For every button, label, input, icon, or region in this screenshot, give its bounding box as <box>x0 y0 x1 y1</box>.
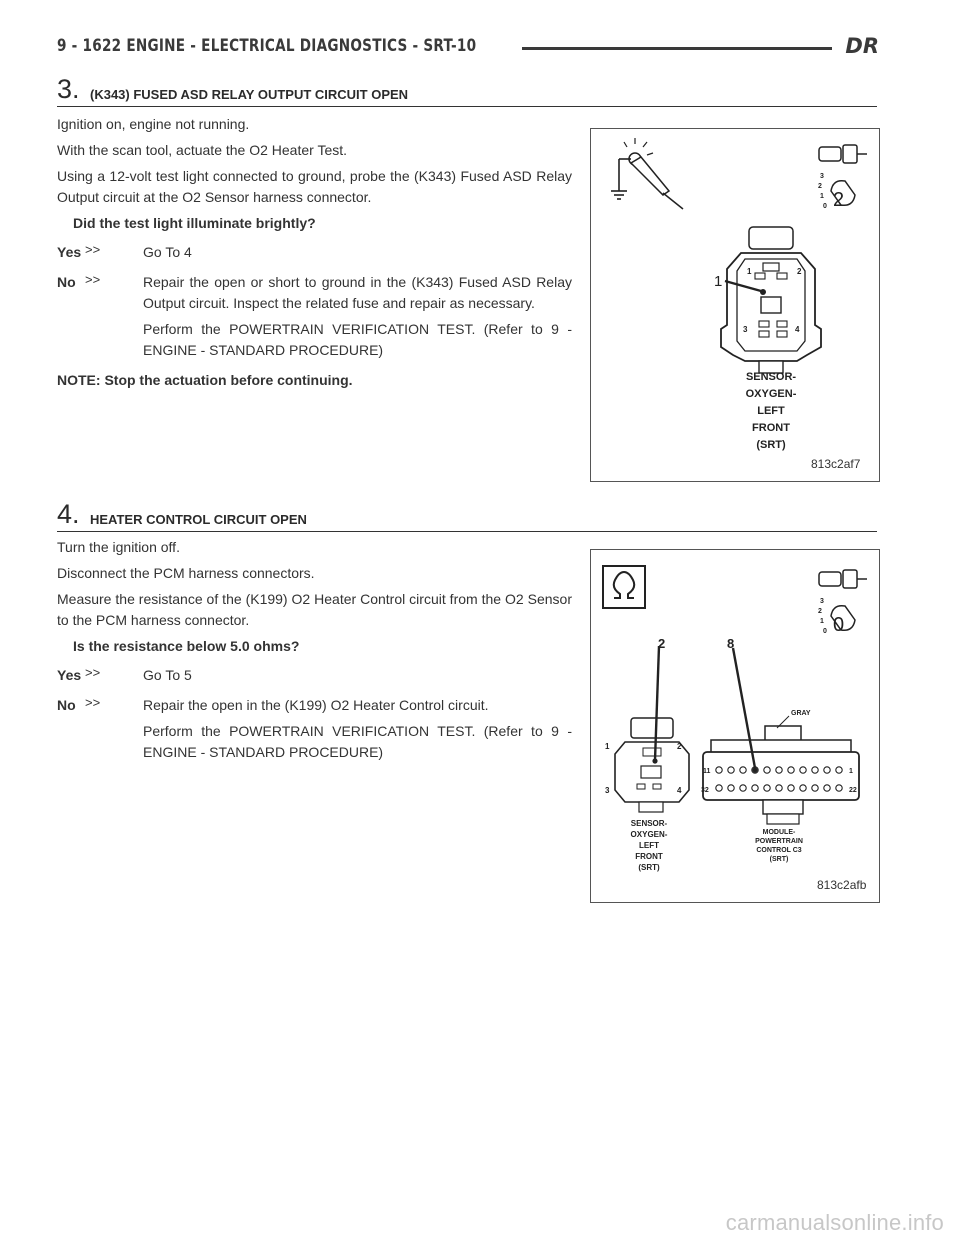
pcm-pin <box>800 785 806 791</box>
figure-code: 813c2af7 <box>811 457 861 471</box>
header-rule <box>522 47 832 50</box>
scale-label: 1 <box>820 193 824 200</box>
pin-label: 3 <box>743 325 748 334</box>
scale-label: 3 <box>820 173 824 180</box>
pcm-pin <box>740 767 746 773</box>
label-line: SENSOR- <box>745 371 797 383</box>
pcm-pin <box>788 785 794 791</box>
pcm-pin <box>800 767 806 773</box>
pcm-pin <box>836 767 842 773</box>
no-text: Perform the POWERTRAIN VERIFICATION TEST. (Refer to 9 - ENGINE - STANDARD PROCEDURE) <box>143 321 572 358</box>
pin-label: 1 <box>747 267 752 276</box>
instruction: With the scan tool, actuate the O2 Heater Test. <box>57 142 348 158</box>
question: Is the resistance below 5.0 ohms? <box>73 638 300 654</box>
page-title: 9 - 1622 ENGINE - ELECTRICAL DIAGNOSTICS - SRT-10 <box>57 36 477 56</box>
label-line: LEFT <box>639 841 659 850</box>
pin-label: 1 <box>605 742 610 751</box>
no-text: Repair the open or short to ground in the (K343) Fused ASD Relay Output circuit. Inspect the related fuse and repair as necessary. <box>143 274 572 311</box>
label-line: CONTROL C3 <box>756 847 802 854</box>
answer-yes <box>57 242 572 268</box>
scale-label: 2 <box>818 183 822 190</box>
pin-label: 2 <box>797 267 802 276</box>
pcm-pin <box>836 785 842 791</box>
pin-label: 1 <box>849 768 853 775</box>
yes-text: Go To 4 <box>143 244 192 260</box>
pcm-pin <box>740 785 746 791</box>
pcm-pin <box>812 767 818 773</box>
label-line: (SRT) <box>638 863 660 872</box>
pin-label: 2 <box>677 742 682 751</box>
step-number: 3. <box>57 74 80 104</box>
pin-label: 3 <box>605 786 610 795</box>
label-line: (SRT) <box>769 856 789 863</box>
pin-label: 32 <box>701 787 709 794</box>
instruction: Using a 12-volt test light connected to ground, probe the (K343) Fused ASD Relay Output circuit at the O2 Sensor harness connector. <box>57 168 572 205</box>
step-number: 4. <box>57 499 80 529</box>
instruction: Ignition on, engine not running. <box>57 116 250 132</box>
wire-color-label: GRAY <box>791 710 811 717</box>
sensor-label <box>609 818 689 873</box>
pcm-pin <box>752 785 758 791</box>
scale-label: 0 <box>823 628 827 635</box>
pcm-pin <box>824 785 830 791</box>
pin-label: 11 <box>703 768 711 775</box>
label-line: POWERTRAIN <box>755 838 803 845</box>
label-line: OXYGEN- <box>630 830 668 839</box>
pcm-pin <box>764 767 770 773</box>
pcm-pin <box>728 785 734 791</box>
no-label: No <box>57 274 76 290</box>
figure-ohmmeter <box>590 549 880 903</box>
connector-label <box>716 369 826 454</box>
arrow: >> <box>85 665 101 680</box>
scale-label: 2 <box>818 608 822 615</box>
instruction: Disconnect the PCM harness connectors. <box>57 565 315 581</box>
step-3-body <box>57 114 572 396</box>
figure-test-light <box>590 128 880 482</box>
pin-label: 4 <box>795 325 800 334</box>
label-line: MODULE- <box>762 829 796 836</box>
instruction: Measure the resistance of the (K199) O2 Heater Control circuit from the O2 Sensor to the PCM harness connector. <box>57 591 572 628</box>
arrow: >> <box>85 695 101 710</box>
pcm-label <box>729 828 829 864</box>
step-title: HEATER CONTROL CIRCUIT OPEN <box>90 512 307 527</box>
pcm-pin <box>764 785 770 791</box>
note: NOTE: Stop the actuation before continuing. <box>57 372 353 388</box>
callout: 2 <box>658 636 666 651</box>
label-line: FRONT <box>752 422 790 434</box>
scale-label: 0 <box>823 203 827 210</box>
step-3-heading <box>57 74 877 107</box>
arrow: >> <box>85 272 101 287</box>
pcm-pin <box>788 767 794 773</box>
arrow: >> <box>85 242 101 257</box>
callout: 8 <box>727 636 735 651</box>
pin-label: 4 <box>677 786 682 795</box>
label-line: SENSOR- <box>630 819 668 828</box>
scale-label: 3 <box>820 598 824 605</box>
yes-label: Yes <box>57 244 82 260</box>
no-text: Repair the open in the (K199) O2 Heater Control circuit. <box>143 697 489 713</box>
answer-no <box>57 272 572 366</box>
label-line: LEFT <box>757 405 785 417</box>
page-header <box>57 36 879 70</box>
question: Did the test light illuminate brightly? <box>73 215 316 231</box>
pcm-pin <box>728 767 734 773</box>
pcm-pin <box>812 785 818 791</box>
label-line: OXYGEN- <box>745 388 797 400</box>
no-label: No <box>57 697 76 713</box>
view-number: 0 <box>833 614 845 636</box>
answer-yes <box>57 665 572 691</box>
scale-label: 1 <box>820 618 824 625</box>
brand-mark: DR <box>845 34 879 58</box>
step-4-body <box>57 537 572 772</box>
label-line: FRONT <box>635 852 663 861</box>
answer-no <box>57 695 572 768</box>
instruction: Turn the ignition off. <box>57 539 180 555</box>
yes-label: Yes <box>57 667 82 683</box>
watermark: carmanualsonline.info <box>725 1210 944 1235</box>
pcm-pin <box>824 767 830 773</box>
figure-code: 813c2afb <box>817 878 867 892</box>
label-line: (SRT) <box>756 439 786 451</box>
no-text: Perform the POWERTRAIN VERIFICATION TEST. (Refer to 9 - ENGINE - STANDARD PROCEDURE) <box>143 723 572 760</box>
step-4-heading <box>57 499 877 532</box>
callout: 1 <box>714 273 723 290</box>
view-number: 2 <box>833 189 845 211</box>
pcm-pin <box>716 785 722 791</box>
pcm-pin <box>776 767 782 773</box>
pcm-pin <box>776 785 782 791</box>
yes-text: Go To 5 <box>143 667 192 683</box>
step-title: (K343) FUSED ASD RELAY OUTPUT CIRCUIT OPEN <box>90 87 409 102</box>
pin-label: 22 <box>849 787 857 794</box>
pcm-pin <box>716 767 722 773</box>
